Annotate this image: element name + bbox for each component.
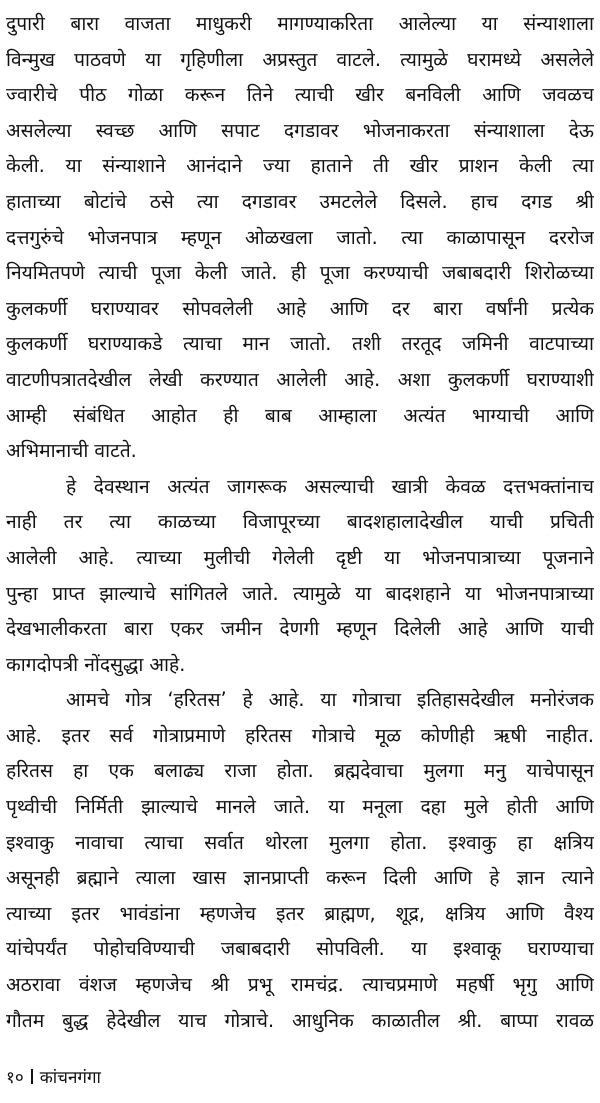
text-line: दुपारी बारा वाजता माधुकरी मागण्याकरिता आलेल्या या संन्याशाला — [6, 12, 594, 35]
text-line: कुलकर्णी घराण्याकडे त्याचा मान जातो. तशी तरतूद जमिनी वाटपाच्या — [6, 332, 594, 356]
book-title: कांचनगंगा — [39, 1068, 101, 1088]
text-line: केली. या संन्याशाने आनंदाने ज्या हाताने ती खीर प्राशन केली त्या — [6, 154, 594, 178]
page-footer — [6, 1066, 101, 1090]
text-line: दत्तगुरुंचे भोजनपात्र म्हणून ओळखला जातो. त्या काळापासून दररोज — [6, 225, 594, 249]
text-line: आम्ही संबंधित आहोत ही बाब आम्हाला अत्यंत भाग्याची आणि — [6, 403, 594, 427]
footer-separator — [31, 1069, 33, 1084]
text-line: कुलकर्णी घराण्यावर सोपवलेली आहे आणि दर बारा वर्षांनी प्रत्येक — [6, 296, 594, 320]
text-line: वाटणीपत्रातदेखील लेखी करण्यात आलेली आहे. अशा कुलकर्णी घराण्याशी — [6, 367, 594, 391]
text-line: नियमितपणे त्याची पूजा केली जाते. ही पूजा करण्याची जबाबदारी शिरोळच्या — [6, 261, 594, 285]
text-line: हाताच्या बोटांचे ठसे त्या दगडावर उमटलेले दिसले. हाच दगड श्री — [6, 189, 594, 213]
text-line: आहे. इतर सर्व गोत्राप्रमाणे हरितस गोत्राचे मूळ कोणीही ऋषी नाहीत. — [6, 723, 594, 747]
text-line: विन्मुख पाठवणे या गृहिणीला अप्रस्तुत वाटले. त्यामुळे घरामध्ये असलेले — [6, 47, 594, 71]
text-line: पुन्हा प्राप्त झाल्याचे सांगितले जाते. त्यामुळे या बादशहाने या भोजनपात्राच्या — [6, 581, 594, 605]
text-line: कागदोपत्री नोंदसुद्धा आहे. — [6, 652, 186, 676]
text-line: हे देवस्थान अत्यंत जागरूक असल्याची खात्री केवळ दत्तभक्तांनाच — [66, 474, 594, 498]
text-line: अठरावा वंशज म्हणजेच श्री प्रभू रामचंद्र. त्याचप्रमाणे महर्षी भृगु आणि — [6, 973, 594, 997]
text-line: पृथ्वीची निर्मिती झाल्याचे मानले जाते. या मनूला दहा मुले होती आणि — [6, 795, 594, 819]
body-text — [6, 6, 594, 1038]
text-line: देखभालीकरता बारा एकर जमीन देणगी म्हणून दिलेली आहे आणि याची — [6, 617, 594, 641]
text-line: ज्वारीचे पीठ गोळा करून तिने त्याची खीर बनविली आणि जवळच — [6, 83, 594, 107]
page-number: १० — [6, 1068, 24, 1088]
text-line: आलेली आहे. त्याच्या मुलीची गेलेली दृष्टी या भोजनपात्राच्या पूजनाने — [6, 545, 594, 569]
text-line: त्याच्या इतर भावंडांना म्हणजेच इतर ब्राह्मण, शूद्र, क्षत्रिय आणि वैश्य — [6, 901, 594, 925]
text-line: आमचे गोत्र ‘हरितस’ हे आहे. या गोत्राचा इतिहासदेखील मनोरंजक — [66, 688, 594, 712]
text-line: अभिमानाची वाटते. — [6, 439, 137, 463]
text-line: यांचेपर्यंत पोहोचविण्याची जबाबदारी सोपविली. या इश्वाकू घराण्याचा — [6, 937, 594, 961]
text-line: इश्वाकु नावाचा त्याचा सर्वात थोरला मुलगा होता. इश्वाकु हा क्षत्रिय — [6, 830, 594, 854]
text-line: असूनही ब्रह्माने त्याला खास ज्ञानप्राप्ती करून दिली आणि हे ज्ञान त्याने — [6, 866, 594, 890]
text-line: नाही तर त्या काळच्या विजापूरच्या बादशहालादेखील याची प्रचिती — [6, 510, 594, 534]
text-line: गौतम बुद्ध हेदेखील याच गोत्राचे. आधुनिक काळातील श्री. बाप्पा रावळ — [6, 1008, 594, 1032]
text-line: हरितस हा एक बलाढ्य राजा होता. ब्रह्मदेवाचा मुलगा मनु याचेपासून — [6, 759, 594, 783]
text-line: असलेल्या स्वच्छ आणि सपाट दगडावर भोजनाकरता संन्याशाला देऊ — [6, 118, 594, 142]
